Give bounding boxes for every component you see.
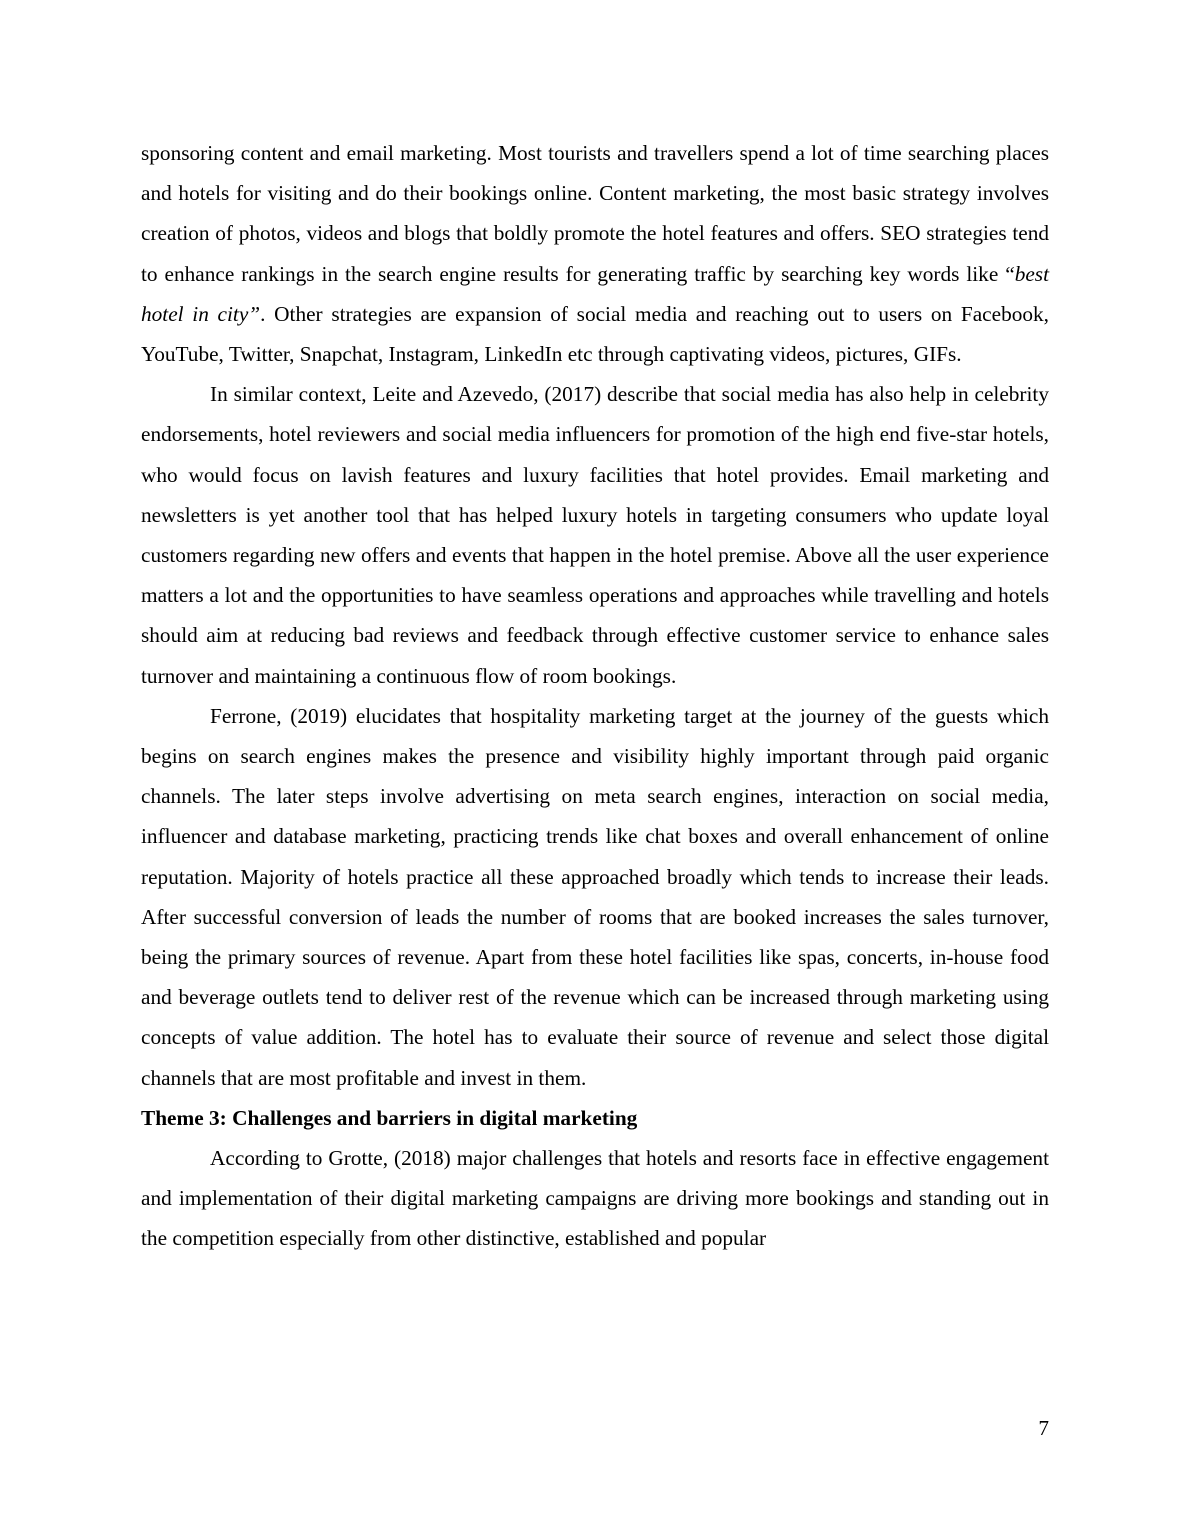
paragraph-digital-strategies [141,133,1049,374]
paragraph-1-text-end: . Other strategies are expansion of social media and reaching out to users on Facebook, YouTube, Twitter, Snapchat, Instagram, LinkedIn etc through captivating videos, pictures, GIFs. [141,301,1049,367]
document-page-body [141,133,1049,1259]
page-number: 7 [1038,1416,1049,1440]
paragraph-grotte: According to Grotte, (2018) major challenges that hotels and resorts face in effective engagement and implementation of their digital marketing campaigns are driving more bookings and standing out in the competition especially from other distinctive, established and popular [141,1146,1049,1251]
section-heading-theme-3: Theme 3: Challenges and barriers in digital marketing [141,1105,638,1130]
paragraph-1-text-start: sponsoring content and email marketing. Most tourists and travellers spend a lot of time searching places and hotels for visiting and do their bookings online. Content marketing, the most basic strategy involves creation of photos, videos and blogs that boldly promote the hotel features and offers. SEO strategies tend to enhance rankings in the search engine results for generating traffic by searching key words like “ [141,141,1049,286]
paragraph-leite-azevedo: In similar context, Leite and Azevedo, (2017) describe that social media has also help in celebrity endorsements, hotel reviewers and social media influencers for promotion of the high end five-star hotels, who would focus on lavish features and luxury facilities that hotel provides. Email marketing and newsletters is yet another tool that has helped luxury hotels in targeting consumers who update loyal customers regarding new offers and events that happen in the hotel premise. Above all the user experience matters a lot and the opportunities to have seamless operations and approaches while travelling and hotels should aim at reducing bad reviews and feedback through effective customer service to enhance sales turnover and maintaining a continuous flow of room bookings. [141,382,1049,688]
paragraph-ferrone: Ferrone, (2019) elucidates that hospitality marketing target at the journey of the guests which begins on search engines makes the presence and visibility highly important through paid organic channels. The later steps involve advertising on meta search engines, interaction on social media, influencer and database marketing, practicing trends like chat boxes and overall enhancement of online reputation. Majority of hotels practice all these approached broadly which tends to increase their leads. After successful conversion of leads the number of rooms that are booked increases the sales turnover, being the primary sources of revenue. Apart from these hotel facilities like spas, concerts, in-house food and beverage outlets tend to deliver rest of the revenue which can be increased through marketing using concepts of value addition. The hotel has to evaluate their source of revenue and select those digital channels that are most profitable and invest in them. [141,703,1049,1090]
search-keyword-quote: best hotel in city” [141,261,1049,326]
